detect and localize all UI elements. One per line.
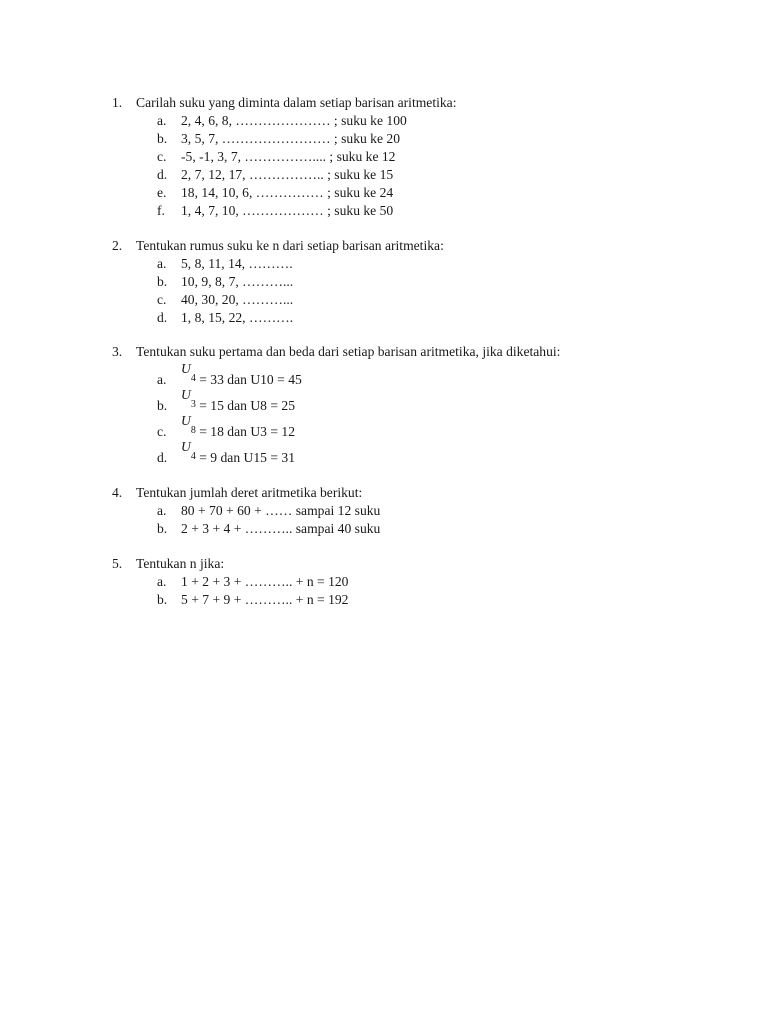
item-equation [181,413,295,439]
question-number: 5. [112,556,123,571]
equation-rest: = 15 dan U8 = 25 [199,398,295,413]
item-letter: b. [157,131,168,146]
question-2 [0,237,768,327]
item-letter: a. [157,574,167,589]
item-letter: b. [157,521,168,536]
question-prompt: Tentukan jumlah deret aritmetika berikut: [136,485,363,500]
item-letter: d. [157,167,168,182]
question-2-items [0,255,768,327]
item-letter: d. [157,450,168,465]
u-variable: U [181,413,191,428]
item-letter: a. [157,503,167,518]
list-item [0,184,768,202]
item-letter: c. [157,292,167,307]
equation-rest: = 33 dan U10 = 45 [199,372,302,387]
item-letter: b. [157,592,168,607]
question-number: 1. [112,95,123,110]
item-text: 18, 14, 10, 6, …………… ; suku ke 24 [181,185,394,200]
list-item [0,148,768,166]
item-text: 2 + 3 + 4 + ……….. sampai 40 suku [181,521,381,536]
question-prompt: Tentukan rumus suku ke n dari setiap barisan aritmetika: [136,238,444,253]
u-subscript: 4 [190,451,196,462]
item-letter: c. [157,149,167,164]
item-letter: b. [157,274,168,289]
question-5 [0,555,768,609]
list-item [0,441,768,467]
list-item [0,291,768,309]
item-equation [181,439,295,465]
question-3 [0,343,768,467]
item-text: -5, -1, 3, 7, …………….... ; suku ke 12 [181,149,396,164]
item-text: 3, 5, 7, …………………… ; suku ke 20 [181,131,401,146]
question-prompt: Tentukan n jika: [136,556,225,571]
item-text: 40, 30, 20, ………... [181,292,294,307]
list-item [0,166,768,184]
u-subscript: 8 [190,425,196,436]
question-number: 2. [112,238,123,253]
question-number: 4. [112,485,123,500]
item-text: 1, 4, 7, 10, ……………… ; suku ke 50 [181,203,394,218]
u-subscript: 3 [190,399,196,410]
item-text: 2, 7, 12, 17, …………….. ; suku ke 15 [181,167,394,182]
item-letter: c. [157,424,167,439]
list-item [0,591,768,609]
question-4 [0,484,768,538]
item-letter: e. [157,185,167,200]
u-variable: U [181,439,191,454]
question-4-header [0,484,768,502]
item-letter: f. [157,203,165,218]
list-item [0,130,768,148]
question-4-items [0,502,768,538]
list-item [0,520,768,538]
item-text: 5 + 7 + 9 + ……….. + n = 192 [181,592,349,607]
item-text: 80 + 70 + 60 + …… sampai 12 suku [181,503,381,518]
question-5-items [0,573,768,609]
list-item [0,202,768,220]
list-item [0,573,768,591]
item-equation [181,361,302,387]
question-prompt: Carilah suku yang diminta dalam setiap barisan aritmetika: [136,95,457,110]
question-1-items [0,112,768,220]
question-2-header [0,237,768,255]
list-item [0,273,768,291]
question-1 [0,94,768,220]
list-item [0,309,768,327]
item-letter: b. [157,398,168,413]
question-prompt: Tentukan suku pertama dan beda dari setiap barisan aritmetika, jika diketahui: [136,344,561,359]
equation-rest: = 9 dan U15 = 31 [199,450,295,465]
item-letter: a. [157,256,167,271]
item-text: 5, 8, 11, 14, ………. [181,256,293,271]
item-text: 2, 4, 6, 8, ………………… ; suku ke 100 [181,113,407,128]
item-text: 10, 9, 8, 7, ………... [181,274,294,289]
list-item [0,389,768,415]
question-1-header [0,94,768,112]
item-letter: a. [157,113,167,128]
list-item [0,255,768,273]
u-variable: U [181,361,191,376]
u-variable: U [181,387,191,402]
item-text: 1 + 2 + 3 + ……….. + n = 120 [181,574,349,589]
item-letter: d. [157,310,168,325]
item-text: 1, 8, 15, 22, ………. [181,310,294,325]
list-item [0,363,768,389]
question-5-header [0,555,768,573]
list-item [0,112,768,130]
question-3-items [0,363,768,467]
item-equation [181,387,295,413]
list-item [0,415,768,441]
item-letter: a. [157,372,167,387]
equation-rest: = 18 dan U3 = 12 [199,424,295,439]
question-3-header [0,343,768,361]
list-item [0,502,768,520]
u-subscript: 4 [190,373,196,384]
question-number: 3. [112,344,123,359]
